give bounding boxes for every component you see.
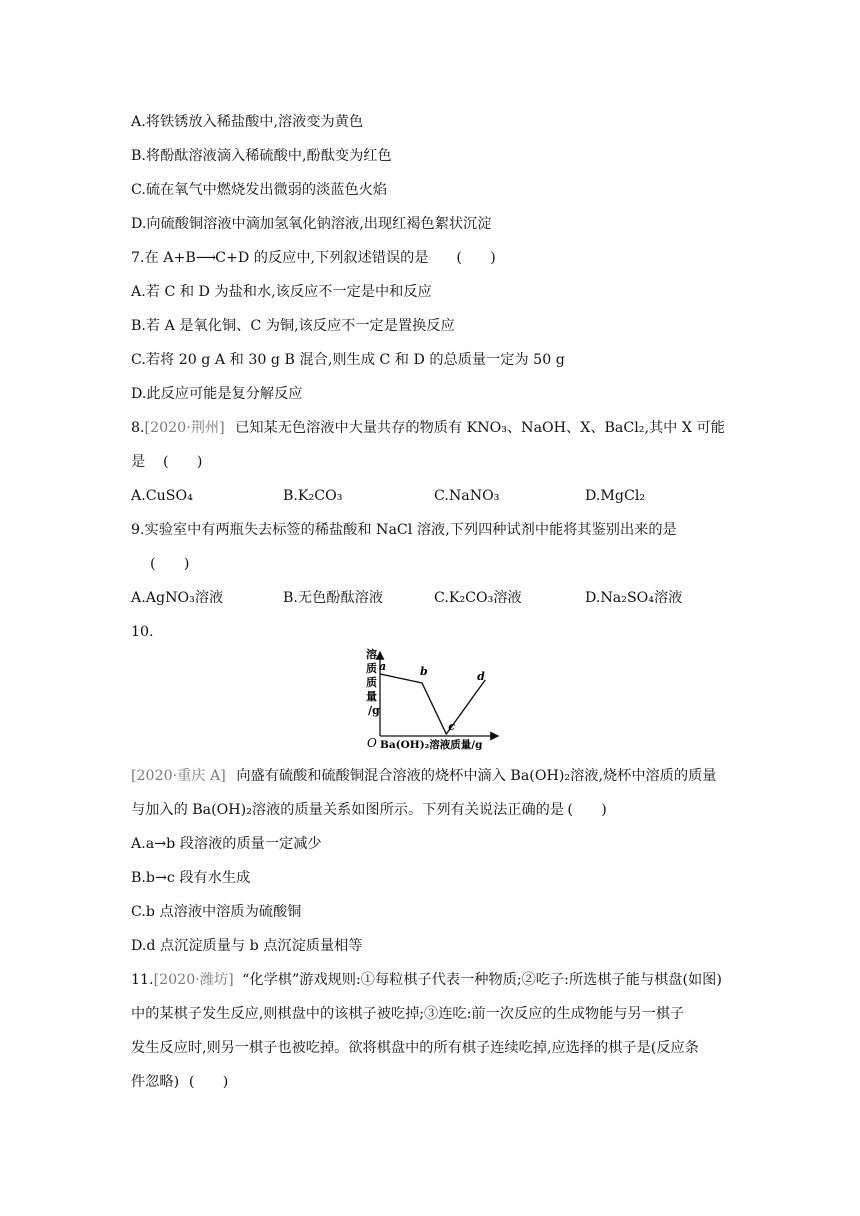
question-8-stem <box>131 418 725 438</box>
answer-blank: ( ) <box>567 802 607 818</box>
y-axis-label-char: 质 <box>366 676 377 689</box>
point-label-c: c <box>448 720 455 733</box>
q9-option-a: A.AgNO₃溶液 <box>131 590 224 606</box>
point-label-d: d <box>477 670 485 683</box>
q7-option-c: C.若将 20 g A 和 30 g B 混合,则生成 C 和 D 的总质量一定为 50 g <box>131 352 565 368</box>
q7-option-d: D.此反应可能是复分解反应 <box>131 386 303 402</box>
origin-label: O <box>367 736 377 750</box>
q7-number: 7.在 A+B <box>131 250 196 266</box>
q11-stem-line2: 中的某棋子发生反应,则棋盘中的该棋子被吃掉;③连吃:前一次反应的生成物能与另一棋子 <box>131 1006 685 1022</box>
q10-option-b: B.b→c 段有水生成 <box>131 870 251 886</box>
question-11-stem <box>131 970 722 990</box>
q7-option-a: A.若 C 和 D 为盐和水,该反应不一定是中和反应 <box>131 284 432 300</box>
q11-stem-line4 <box>131 1072 232 1092</box>
q10-stem-line2 <box>131 800 610 820</box>
q10-option-c: C.b 点溶液中溶质为硫酸铜 <box>131 904 302 920</box>
q9-option-b: B.无色酚酞溶液 <box>283 590 384 606</box>
q8-option-d: D.MgCl₂ <box>585 488 646 504</box>
q8-number: 8. <box>131 420 145 436</box>
q11-text: “化学棋”游戏规则:①每粒棋子代表一种物质;②吃子:所选棋子能与棋盘(如图) <box>242 972 722 988</box>
q11-source: [2020·潍坊] <box>153 972 234 988</box>
reaction-arrow-icon: ⟶ <box>195 250 216 266</box>
point-label-a: a <box>379 660 387 673</box>
y-axis-label-char: 量 <box>366 690 377 703</box>
q8-option-a: A.CuSO₄ <box>131 488 193 504</box>
q6-option-a: A.将铁锈放入稀盐酸中,溶液变为黄色 <box>131 114 364 130</box>
q10-option-d: D.d 点沉淀质量与 b 点沉淀质量相等 <box>131 938 363 954</box>
solute-mass-chart <box>364 646 504 752</box>
q11-number: 11. <box>131 972 154 988</box>
y-axis-label-char: 质 <box>366 662 377 675</box>
q11-stem-line3: 发生反应时,则另一棋子也被吃掉。欲将棋盘中的所有棋子连续吃掉,应选择的棋子是(反应条 <box>131 1040 699 1056</box>
q7-option-b: B.若 A 是氧化铜、C 为铜,该反应不一定是置换反应 <box>131 318 455 334</box>
question-7-stem <box>131 248 499 268</box>
q10-option-a: A.a→b 段溶液的质量一定减少 <box>131 836 322 852</box>
q10-number: 10. <box>131 624 154 640</box>
q11-text4: 件忽略) <box>131 1074 180 1090</box>
q9-option-d: D.Na₂SO₄溶液 <box>585 590 683 606</box>
q8-option-c: C.NaNO₃ <box>434 488 500 504</box>
x-axis-label: Ba(OH)₂溶液质量/g <box>380 739 483 751</box>
q10-source: [2020·重庆 A] <box>131 768 226 784</box>
q8-stem-line2 <box>131 452 206 472</box>
q6-option-d: D.向硫酸铜溶液中滴加氢氧化钠溶液,出现红褐色絮状沉淀 <box>131 216 492 232</box>
question-9-stem: 9.实验室中有两瓶失去标签的稀盐酸和 NaCl 溶液,下列四种试剂中能将其鉴别出来的是 <box>131 522 677 538</box>
q7-text: C+D 的反应中,下列叙述错误的是 <box>215 250 429 266</box>
q10-text: 向盛有硫酸和硫酸铜混合溶液的烧杯中滴入 Ba(OH)₂溶液,烧杯中溶质的质量 <box>236 768 717 784</box>
q8-text2: 是 <box>131 454 146 470</box>
q8-source: [2020·荆州] <box>144 420 225 436</box>
q9-option-c: C.K₂CO₃溶液 <box>434 590 522 606</box>
answer-blank: ( ) <box>188 1074 229 1090</box>
answer-blank: ( ) <box>162 454 203 470</box>
y-axis-label-char: 溶 <box>366 648 377 661</box>
q8-option-b: B.K₂CO₃ <box>283 488 343 504</box>
answer-blank: ( ) <box>456 250 496 266</box>
question-10-stem <box>131 766 716 786</box>
q6-option-c: C.硫在氧气中燃烧发出微弱的淡蓝色火焰 <box>131 182 388 198</box>
q8-text: 已知某无色溶液中大量共存的物质有 KNO₃、NaOH、X、BaCl₂,其中 X 可能 <box>235 420 725 436</box>
series-line <box>380 674 485 734</box>
q6-option-b: B.将酚酞溶液滴入稀硫酸中,酚酞变为红色 <box>131 148 392 164</box>
y-axis-label-char: /g <box>368 704 380 717</box>
q10-text2: 与加入的 Ba(OH)₂溶液的质量关系如图所示。下列有关说法正确的是 <box>131 802 565 818</box>
q9-answer-blank: ( ) <box>150 556 190 572</box>
point-label-b: b <box>420 665 428 678</box>
y-axis-label <box>366 647 380 717</box>
